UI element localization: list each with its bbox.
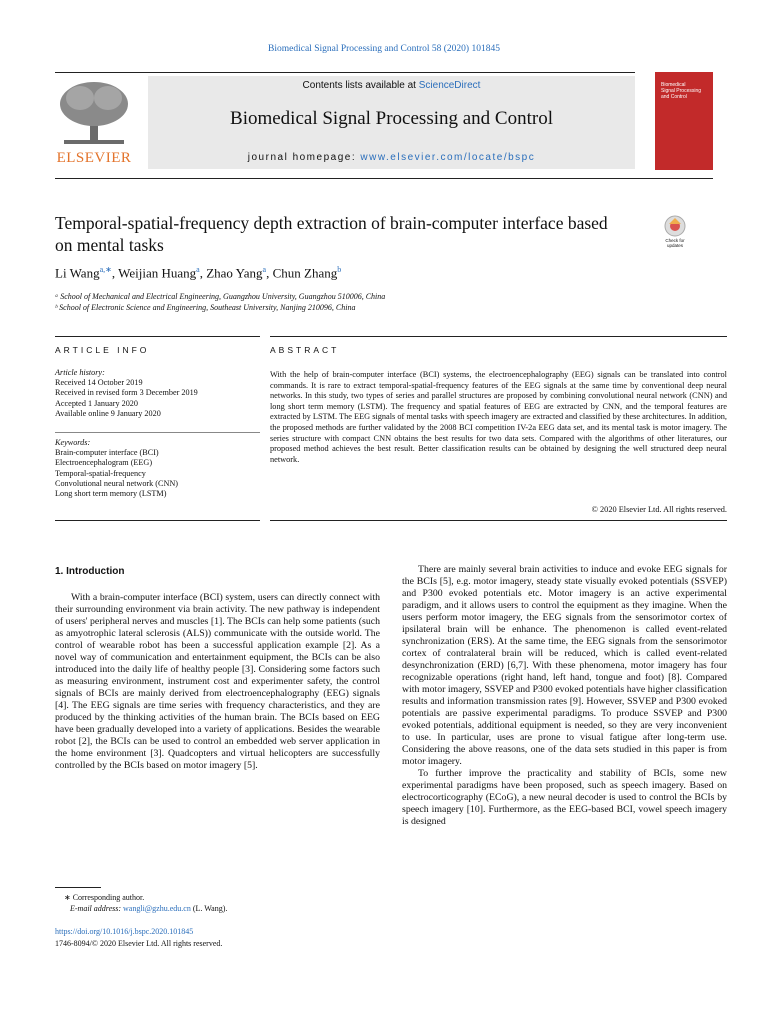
history-item: Available online 9 January 2020 [55,408,161,418]
paragraph: There are mainly several brain activities to induce and evoke EEG signals for the BCIs [5], e.g. motor imagery, steady state visually evoked potentials (SSVEP) and P300 evoked potentials etc. Motor imagery is an active experimental paradigm, and it allows users to control the equipment as they imagine. When the users perform motor imagery, the EEG signals from the sensorimotor cortex of ipsilateral brain will be enhance. The phenomenon is called event-related synchronization (ERS). At the same time, the EEG signals from the sensorimotor cortex of contralateral brain will be reduced, which is called event-related desynchronization (ERD) [6,7]. With these phenomena, motor imagery has four recognizable operations (right hand, left hand, tongue and foot) [8]. Compared with motor imagery, SSVEP and P300 evoked potentials have higher classification results and information transmission rates [9]. However, SSVEP and P300 evoked potentials are passive experimental paradigms. To produce SSVEP and P300 evoked potentials, additional equipment is needed, so they are very inconvenient to use. In particular, uses are prone to visual fatigue after long-term use. Considering the above reasons, one of the data sets studied in this paper is from motor imagery. [402,564,727,767]
keyword: Brain-computer interface (BCI) [55,448,159,458]
article-title: Temporal-spatial-frequency depth extraction of brain-computer interface based on mental tasks [55,213,608,255]
top-rule [55,72,635,73]
check-updates-line: Check for [665,238,685,243]
section-heading: 1. Introduction [55,566,125,577]
history-label: Article history: [55,368,105,377]
keyword: Temporal-spatial-frequency [55,468,146,478]
email-label: E-mail address: [70,904,122,913]
homepage-prefix: journal homepage: [247,152,357,163]
issn-line: 1746-8094/© 2020 Elsevier Ltd. All rights reserved. [55,939,223,948]
journal-cover-image [655,72,713,170]
keywords-label: Keywords: [55,438,91,447]
abstract-text: With the help of brain-computer interface (BCI) systems, the electroencephalography (EEG) signals can be translated into control commands. It is rare to extract temporal-spatial-frequency features of the EEG signals at the same time by conventional deep neural networks. In this study, two types of series and parallel structures are proposed by combining convolutional neural network (CNN) and long short term memory (LSTM). The frequency and spatial features of EEG are extracted by CNN, and the temporal features are extracted by LSTM. The EEG signals of mental tasks with speech imagery are extracted and classified by these architectures. In addition, the proposed methods are further validated by the 2008 BCI competition IV-2a EEG data set, and its mental task is motor imagery. The series structure with compact CNN obtains the best results for two data sets. Compared with the algorithms of other literatures, our proposed method achieves the best result. Better classification results can be obtained by designing the well structured deep neural network. [270,370,727,464]
right-column [402,564,727,828]
author-list: Li Wang$^{a,∗}$, Weijian Huang$^a$, Zhao Yang$^a$, Chun Zhang$^b$ [55,265,342,281]
check-updates-line: updates [666,243,683,248]
email-note [70,904,227,913]
paragraph: With a brain-computer interface (BCI) system, users can directly connect with their surrounding environment via brain activity. The new pathway is independent of users' peripheral nerves and muscles [1]. The BCIs can help some patients (such as amyotrophic lateral sclerosis (ALS)) communicate with the outside world. The control of wearable robot has been a successful application example [2]. As a novel way of communication and entertainment equipment, the BCIs can be also introduced into the daily life of healthy people [3]. Considering some factors such as measuring environment, instrument cost and experimenter safety, the control signals of BCIs are mainly derived from electroencephalography (EEG) signals [4]. The EEG signals are time series with frequency characteristics, and they are produced by the thinking activities of the human brain. The BCIs based on EEG have been gradually developed into a variety of applications. Besides the wearable robot [2], the BCIs can be used to control an embedded web server application in the home environment [3]. Quadcopters and virtual helicopters are successfully controlled by the BCIs based on motor imagery [5]. [55,592,380,771]
author-name: Weijian Huang [118,265,197,281]
journal-citation[interactable]: Biomedical Signal Processing and Control 58 (2020) 101845 [268,44,500,54]
history-item: Received in revised form 3 December 2019 [55,388,198,398]
journal-title: Biomedical Signal Processing and Control [230,108,553,129]
author-name: Chun Zhang [272,265,338,281]
check-for-updates-badge[interactable] [655,212,695,252]
sciencedirect-link[interactable]: ScienceDirect [418,80,481,91]
author-name: Zhao Yang [206,265,263,281]
cover-line: Biomedical [661,82,686,88]
article-info-heading: ARTICLE INFO [55,345,150,355]
cover-line: and Control [661,94,687,100]
history-item: Accepted 1 January 2020 [55,398,138,408]
article-history [55,368,260,419]
header-rule [55,178,713,179]
author-affiliation-mark[interactable]: a [262,265,267,274]
author-name: Li Wang [55,265,100,281]
abstract-end-rule [55,520,260,521]
affiliation-a: ᵃ School of Mechanical and Electrical Engineering, Guangzhou University, Guangzhou 510006, China [55,292,386,301]
doi-link[interactable]: https://doi.org/10.1016/j.bspc.2020.101845 [55,927,194,936]
copyright: © 2020 Elsevier Ltd. All rights reserved. [591,505,727,514]
contents-prefix: Contents lists available at [302,80,416,91]
author-affiliation-mark[interactable]: b [337,265,342,274]
contents-line [148,80,635,91]
keyword: Convolutional neural network (CNN) [55,478,179,488]
author-affiliation-mark[interactable]: a [196,265,200,274]
footnote-rule [55,887,101,888]
corresponding-note: ∗ Corresponding author. [64,893,145,902]
keyword: Electroencephalogram (EEG) [55,458,153,468]
author-affiliation-mark[interactable]: a,∗ [99,265,112,274]
abstract-end-rule [270,520,727,521]
abstract-rule [270,336,727,337]
keywords [55,438,260,499]
history-item: Received 14 October 2019 [55,378,143,388]
cover-line: Signal Processing [661,88,702,94]
email-link[interactable]: wangli@gzhu.edu.cn [123,904,191,913]
elsevier-wordmark: ELSEVIER [56,150,132,166]
affiliation-b: ᵇ School of Electronic Science and Engineering, Southeast University, Nanjing 210096, China [55,303,356,312]
left-column [55,592,380,772]
paragraph: To further improve the practicality and stability of BCIs, some new experimental paradigms have been proposed, such as speech imagery. Based on electrocorticography (ECoG), a new neural decoder is used to control the BCIs by speech imagery [10]. Furthermore, as the EEG-based BCI, vowel speech imagery is designed [402,768,727,827]
info-rule [55,336,260,337]
info-divider [55,432,260,433]
homepage-link[interactable]: www.elsevier.com/locate/bspc [360,152,536,163]
journal-homepage-line [148,152,635,163]
abstract-heading: ABSTRACT [270,345,340,355]
email-suffix: (L. Wang). [192,904,228,913]
keyword: Long short term memory (LSTM) [55,489,167,499]
